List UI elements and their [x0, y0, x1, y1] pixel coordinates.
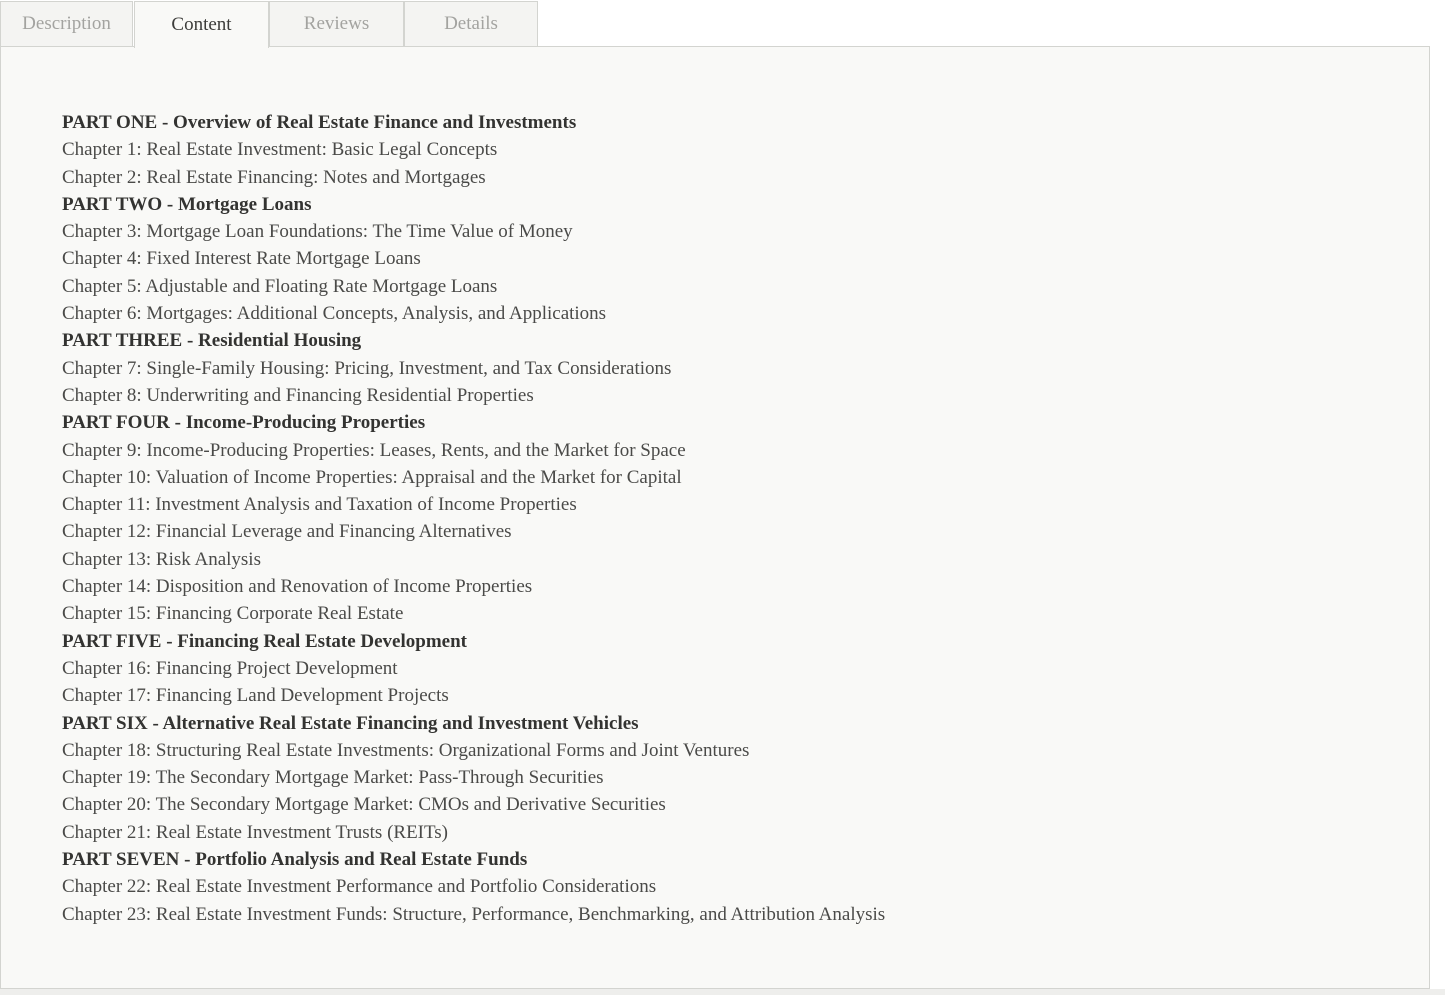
chapter-item: Chapter 1: Real Estate Investment: Basic Legal Concepts: [62, 139, 498, 161]
chapter-item: Chapter 11: Investment Analysis and Taxation of Income Properties: [62, 494, 577, 516]
chapter-item: Chapter 14: Disposition and Renovation of Income Properties: [62, 576, 533, 598]
content-panel: [0, 46, 1430, 989]
tab-description[interactable]: Description: [0, 1, 133, 46]
chapter-item: Chapter 18: Structuring Real Estate Investments: Organizational Forms and Joint Ventures: [62, 739, 750, 761]
part-heading: PART SEVEN - Portfolio Analysis and Real Estate Funds: [62, 849, 528, 871]
chapter-item: Chapter 17: Financing Land Development Projects: [62, 685, 449, 707]
chapter-item: Chapter 19: The Secondary Mortgage Market: Pass-Through Securities: [62, 767, 604, 789]
chapter-item: Chapter 2: Real Estate Financing: Notes and Mortgages: [62, 166, 486, 188]
chapter-item: Chapter 10: Valuation of Income Properties: Appraisal and the Market for Capital: [62, 466, 682, 488]
part-heading: PART SIX - Alternative Real Estate Financing and Investment Vehicles: [62, 712, 639, 734]
part-heading: PART TWO - Mortgage Loans: [62, 193, 312, 215]
chapter-item: Chapter 22: Real Estate Investment Performance and Portfolio Considerations: [62, 876, 657, 898]
table-of-contents: [62, 109, 885, 928]
chapter-item: Chapter 6: Mortgages: Additional Concepts, Analysis, and Applications: [62, 303, 607, 325]
chapter-item: Chapter 3: Mortgage Loan Foundations: The Time Value of Money: [62, 221, 573, 243]
chapter-item: Chapter 5: Adjustable and Floating Rate Mortgage Loans: [62, 275, 498, 297]
chapter-item: Chapter 12: Financial Leverage and Financing Alternatives: [62, 521, 512, 543]
bottom-divider: [0, 989, 1445, 995]
tab-reviews[interactable]: Reviews: [269, 1, 404, 46]
chapter-item: Chapter 21: Real Estate Investment Trusts (REITs): [62, 821, 449, 843]
chapter-item: Chapter 23: Real Estate Investment Funds: Structure, Performance, Benchmarking, and Attribution Analysis: [62, 903, 886, 925]
chapter-item: Chapter 9: Income-Producing Properties: Leases, Rents, and the Market for Space: [62, 439, 686, 461]
part-heading: PART ONE - Overview of Real Estate Finance and Investments: [62, 112, 577, 133]
chapter-item: Chapter 16: Financing Project Development: [62, 657, 398, 679]
tab-details[interactable]: Details: [404, 1, 538, 46]
chapter-item: Chapter 7: Single-Family Housing: Pricing, Investment, and Tax Considerations: [62, 357, 672, 379]
chapter-item: Chapter 20: The Secondary Mortgage Market: CMOs and Derivative Securities: [62, 794, 666, 816]
chapter-item: Chapter 15: Financing Corporate Real Estate: [62, 603, 404, 625]
chapter-item: Chapter 13: Risk Analysis: [62, 548, 261, 570]
chapter-item: Chapter 8: Underwriting and Financing Residential Properties: [62, 384, 534, 406]
chapter-item: Chapter 4: Fixed Interest Rate Mortgage Loans: [62, 248, 421, 270]
part-heading: PART FOUR - Income-Producing Properties: [62, 412, 426, 434]
part-heading: PART THREE - Residential Housing: [62, 330, 362, 352]
part-heading: PART FIVE - Financing Real Estate Development: [62, 630, 467, 652]
tab-bar: [0, 0, 1445, 48]
tab-content[interactable]: Content: [134, 1, 269, 48]
